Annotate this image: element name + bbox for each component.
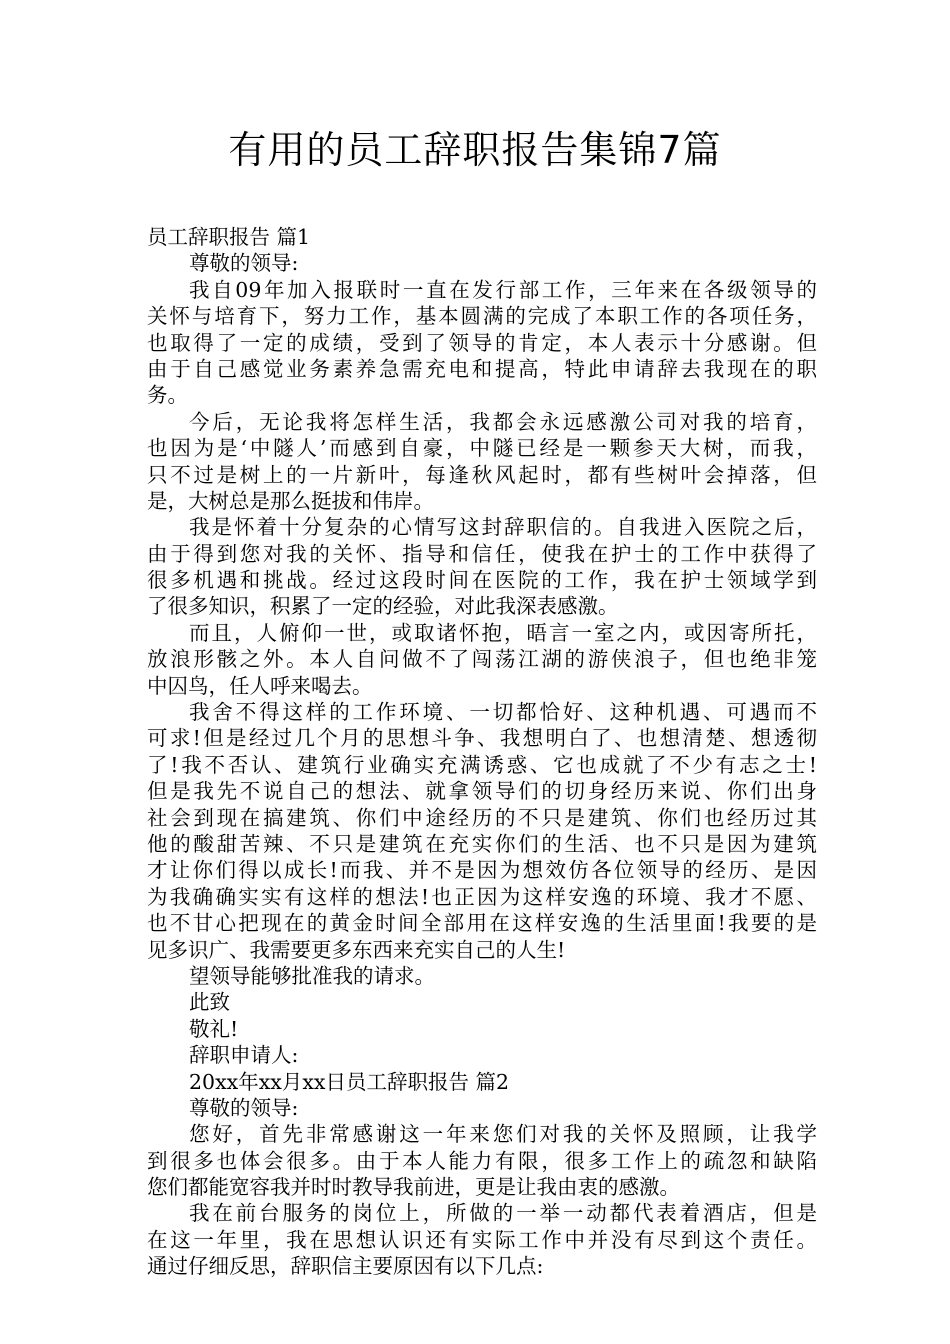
paragraph-line: 今后，无论我将怎样生活，我都会永远感激公司对我的培育，	[189, 409, 817, 434]
salutation: 尊敬的领导:	[189, 1095, 299, 1120]
paragraph-line: 了很多知识，积累了一定的经验，对此我深表感激。	[147, 594, 619, 619]
salutation: 尊敬的领导:	[189, 251, 299, 276]
paragraph-line: 很多机遇和挑战。经过这段时间在医院的工作，我在护士领域学到	[147, 568, 817, 593]
paragraph-line: 由于得到您对我的关怀、指导和信任，使我在护士的工作中获得了	[147, 541, 817, 566]
paragraph-line: 也因为是‘中隧人’而感到自豪，中隧已经是一颗参天大树，而我，	[147, 436, 817, 461]
section-heading: 员工辞职报告 篇1	[147, 225, 311, 249]
paragraph-line: 放浪形骸之外。本人自问做不了闯荡江湖的游侠浪子，但也绝非笼	[147, 647, 817, 672]
paragraph-line: 而且，人俯仰一世，或取诸怀抱，晤言一室之内，或因寄所托，	[189, 620, 817, 645]
paragraph-line: 您好，首先非常感谢这一年来您们对我的关怀及照顾，让我学	[189, 1122, 817, 1147]
date-and-section-heading: 20xx年xx月xx日员工辞职报告 篇2	[189, 1069, 510, 1094]
paragraph-line: 但是我先不说自己的想法、就拿领导们的切身经历来说、你们出身	[147, 779, 817, 804]
paragraph-line: 望领导能够批准我的请求。	[189, 963, 435, 988]
paragraph-line: 到很多也体会很多。由于本人能力有限，很多工作上的疏忽和缺陷	[147, 1148, 817, 1173]
paragraph-line: 在这一年里，我在思想认识还有实际工作中并没有尽到这个责任。	[147, 1227, 817, 1252]
paragraph-line: 我舍不得这样的工作环境、一切都恰好、这种机遇、可遇而不	[189, 700, 817, 725]
paragraph-line: 我自09年加入报联时一直在发行部工作，三年来在各级领导的	[189, 277, 817, 302]
paragraph-line: 我是怀着十分复杂的心情写这封辞职信的。自我进入医院之后，	[189, 515, 817, 540]
paragraph-line: 中囚鸟，任人呼来喝去。	[147, 673, 373, 698]
paragraph-line: 也不甘心把现在的黄金时间全部用在这样安逸的生活里面!我要的是	[147, 911, 817, 936]
paragraph-line: 也取得了一定的成绩，受到了领导的肯定，本人表示十分感谢。但	[147, 330, 817, 355]
paragraph-line: 了!我不否认、建筑行业确实充满诱惑、它也成就了不少有志之士!	[147, 752, 817, 777]
paragraph-line: 是，大树总是那么挺拔和伟岸。	[147, 488, 434, 513]
paragraph-line: 为我确确实实有这样的想法!也正因为这样安逸的环境、我才不愿、	[147, 884, 817, 909]
paragraph-line: 务。	[147, 383, 188, 408]
paragraph-line: 我在前台服务的岗位上，所做的一举一动都代表着酒店，但是	[189, 1201, 817, 1226]
closing-line: 此致	[189, 990, 230, 1015]
paragraph-line: 他的酸甜苦辣、不只是建筑在充实你们的生活、也不只是因为建筑	[147, 831, 817, 856]
document-body	[147, 224, 817, 1280]
paragraph-line: 只不过是树上的一片新叶，每逢秋风起时，都有些树叶会掉落，但	[147, 462, 817, 487]
paragraph-line: 通过仔细反思，辞职信主要原因有以下几点:	[147, 1254, 544, 1279]
closing-line: 敬礼!	[189, 1016, 239, 1041]
document-title: 有用的员工辞职报告集锦7篇	[228, 128, 722, 172]
paragraph-line: 社会到现在搞建筑、你们中途经历的不只是建筑、你们也经历过其	[147, 805, 817, 830]
paragraph-line: 关怀与培育下，努力工作，基本圆满的完成了本职工作的各项任务，	[147, 304, 817, 329]
paragraph-line: 您们都能宽容我并时时教导我前进，更是让我由衷的感激。	[147, 1175, 680, 1200]
paragraph-line: 由于自己感觉业务素养急需充电和提高，特此申请辞去我现在的职	[147, 356, 817, 381]
paragraph-line: 可求!但是经过几个月的思想斗争、我想明白了、也想清楚、想透彻	[147, 726, 817, 751]
paragraph-line: 见多识广、我需要更多东西来充实自己的人生!	[147, 937, 566, 962]
signature-line: 辞职申请人:	[189, 1043, 299, 1068]
paragraph-line: 才让你们得以成长!而我、并不是因为想效仿各位领导的经历、是因	[147, 858, 817, 883]
